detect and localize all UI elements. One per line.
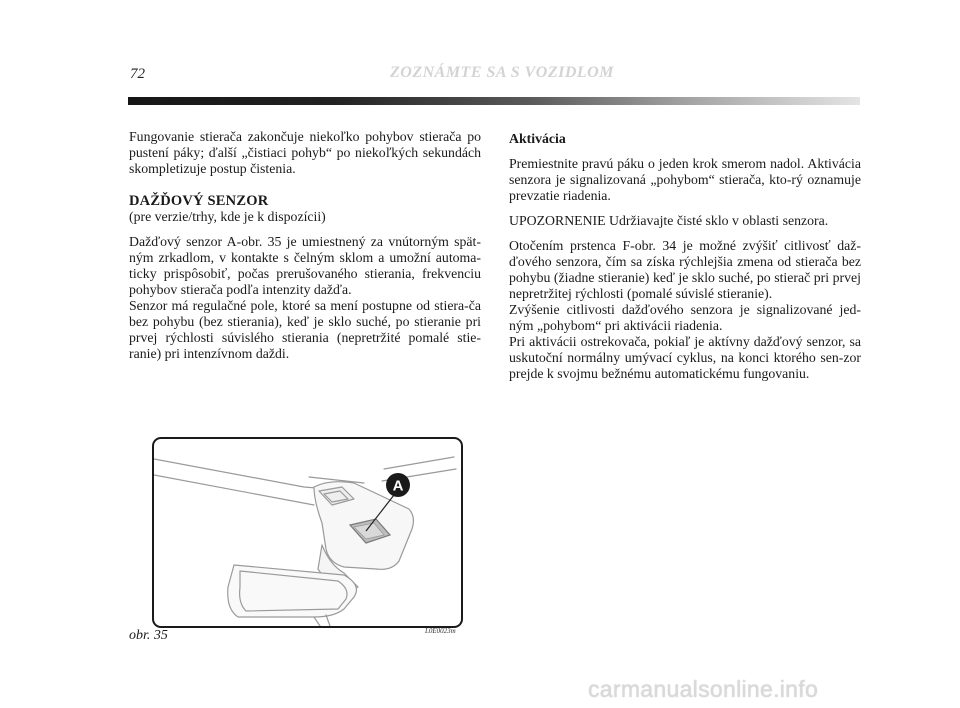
- body-paragraph: Senzor má regulačné pole, ktoré sa mení postupne od stiera-ča bez pohybu (bez stierania), keď je sklo suché, po stieranie pri prvej rýchlosti súvislého stierania (nepretržité pomalé stie-ranie) pri intenzívnom daždi.: [129, 298, 481, 361]
- watermark: carmanualsonline.info: [588, 676, 819, 702]
- page-number: 72: [130, 66, 145, 82]
- figure-code: L0E0023m: [425, 627, 456, 635]
- roof-trim-line: [384, 457, 454, 469]
- figure-illustration: [152, 437, 463, 628]
- marker-a-label: A: [392, 477, 404, 495]
- body-paragraph: Zvýšenie citlivosti dažďového senzora je signalizované jed-ným „pohybom“ pri aktivácii riadenia.: [509, 302, 861, 333]
- rain-sensor-drawing: [154, 439, 461, 626]
- subheading: Aktivácia: [509, 131, 566, 146]
- intro-paragraph: Fungovanie stierača zakončuje niekoľko pohybov stierača po pustení páky; ďalší „čistiaci pohyb“ po niekoľkých sekundách skompletizuje postup čistenia.: [129, 129, 481, 176]
- right-column: [509, 131, 861, 382]
- body-paragraph: Pri aktivácii ostrekovača, pokiaľ je aktívny dažďový senzor, sa uskutoční normálny umývací cyklus, na konci ktorého sen-zor prejde k svojmu bežnému automatickému fungovaniu.: [509, 334, 861, 381]
- figure-caption: obr. 35: [129, 628, 168, 643]
- windshield-edge-line: [154, 475, 314, 505]
- body-paragraph: Premiestnite pravú páku o jeden krok smerom nadol. Aktivácia senzora je signalizovaná „pohybom“ stierača, kto-rý oznamuje prevzatie riadenia.: [509, 156, 861, 203]
- body-paragraph: Dažďový senzor A-obr. 35 je umiestnený za vnútorným spät-ným zrkadlom, v kontakte s čelným sklom a umožní automa-ticky prispôsobiť, počas prerušovaného stierania, frekvenciu pohybov stierača podľa intenzity dažďa.: [129, 234, 481, 297]
- header-rule: [128, 97, 860, 105]
- marker-a-badge: [386, 473, 410, 497]
- running-title: ZOZNÁMTE SA S VOZIDLOM: [390, 64, 614, 81]
- warning-paragraph: UPOZORNENIE Udržiavajte čisté sklo v oblasti senzora.: [509, 213, 829, 228]
- section-subtitle: (pre verzie/trhy, kde je k dispozícii): [129, 209, 326, 224]
- body-paragraph: Otočením prstenca F-obr. 34 je možné zvýšiť citlivosť daž-ďového senzora, čím sa získa rýchlejšia zmena od stierača bez pohybu (žiadne stieranie) keď je sklo suché, po stierač pri prvej nepretržitej rýchlosti (pomalé súvislé stieranie).: [509, 238, 861, 301]
- section-heading: DAŽĎOVÝ SENZOR: [129, 193, 269, 209]
- left-column: [129, 129, 481, 362]
